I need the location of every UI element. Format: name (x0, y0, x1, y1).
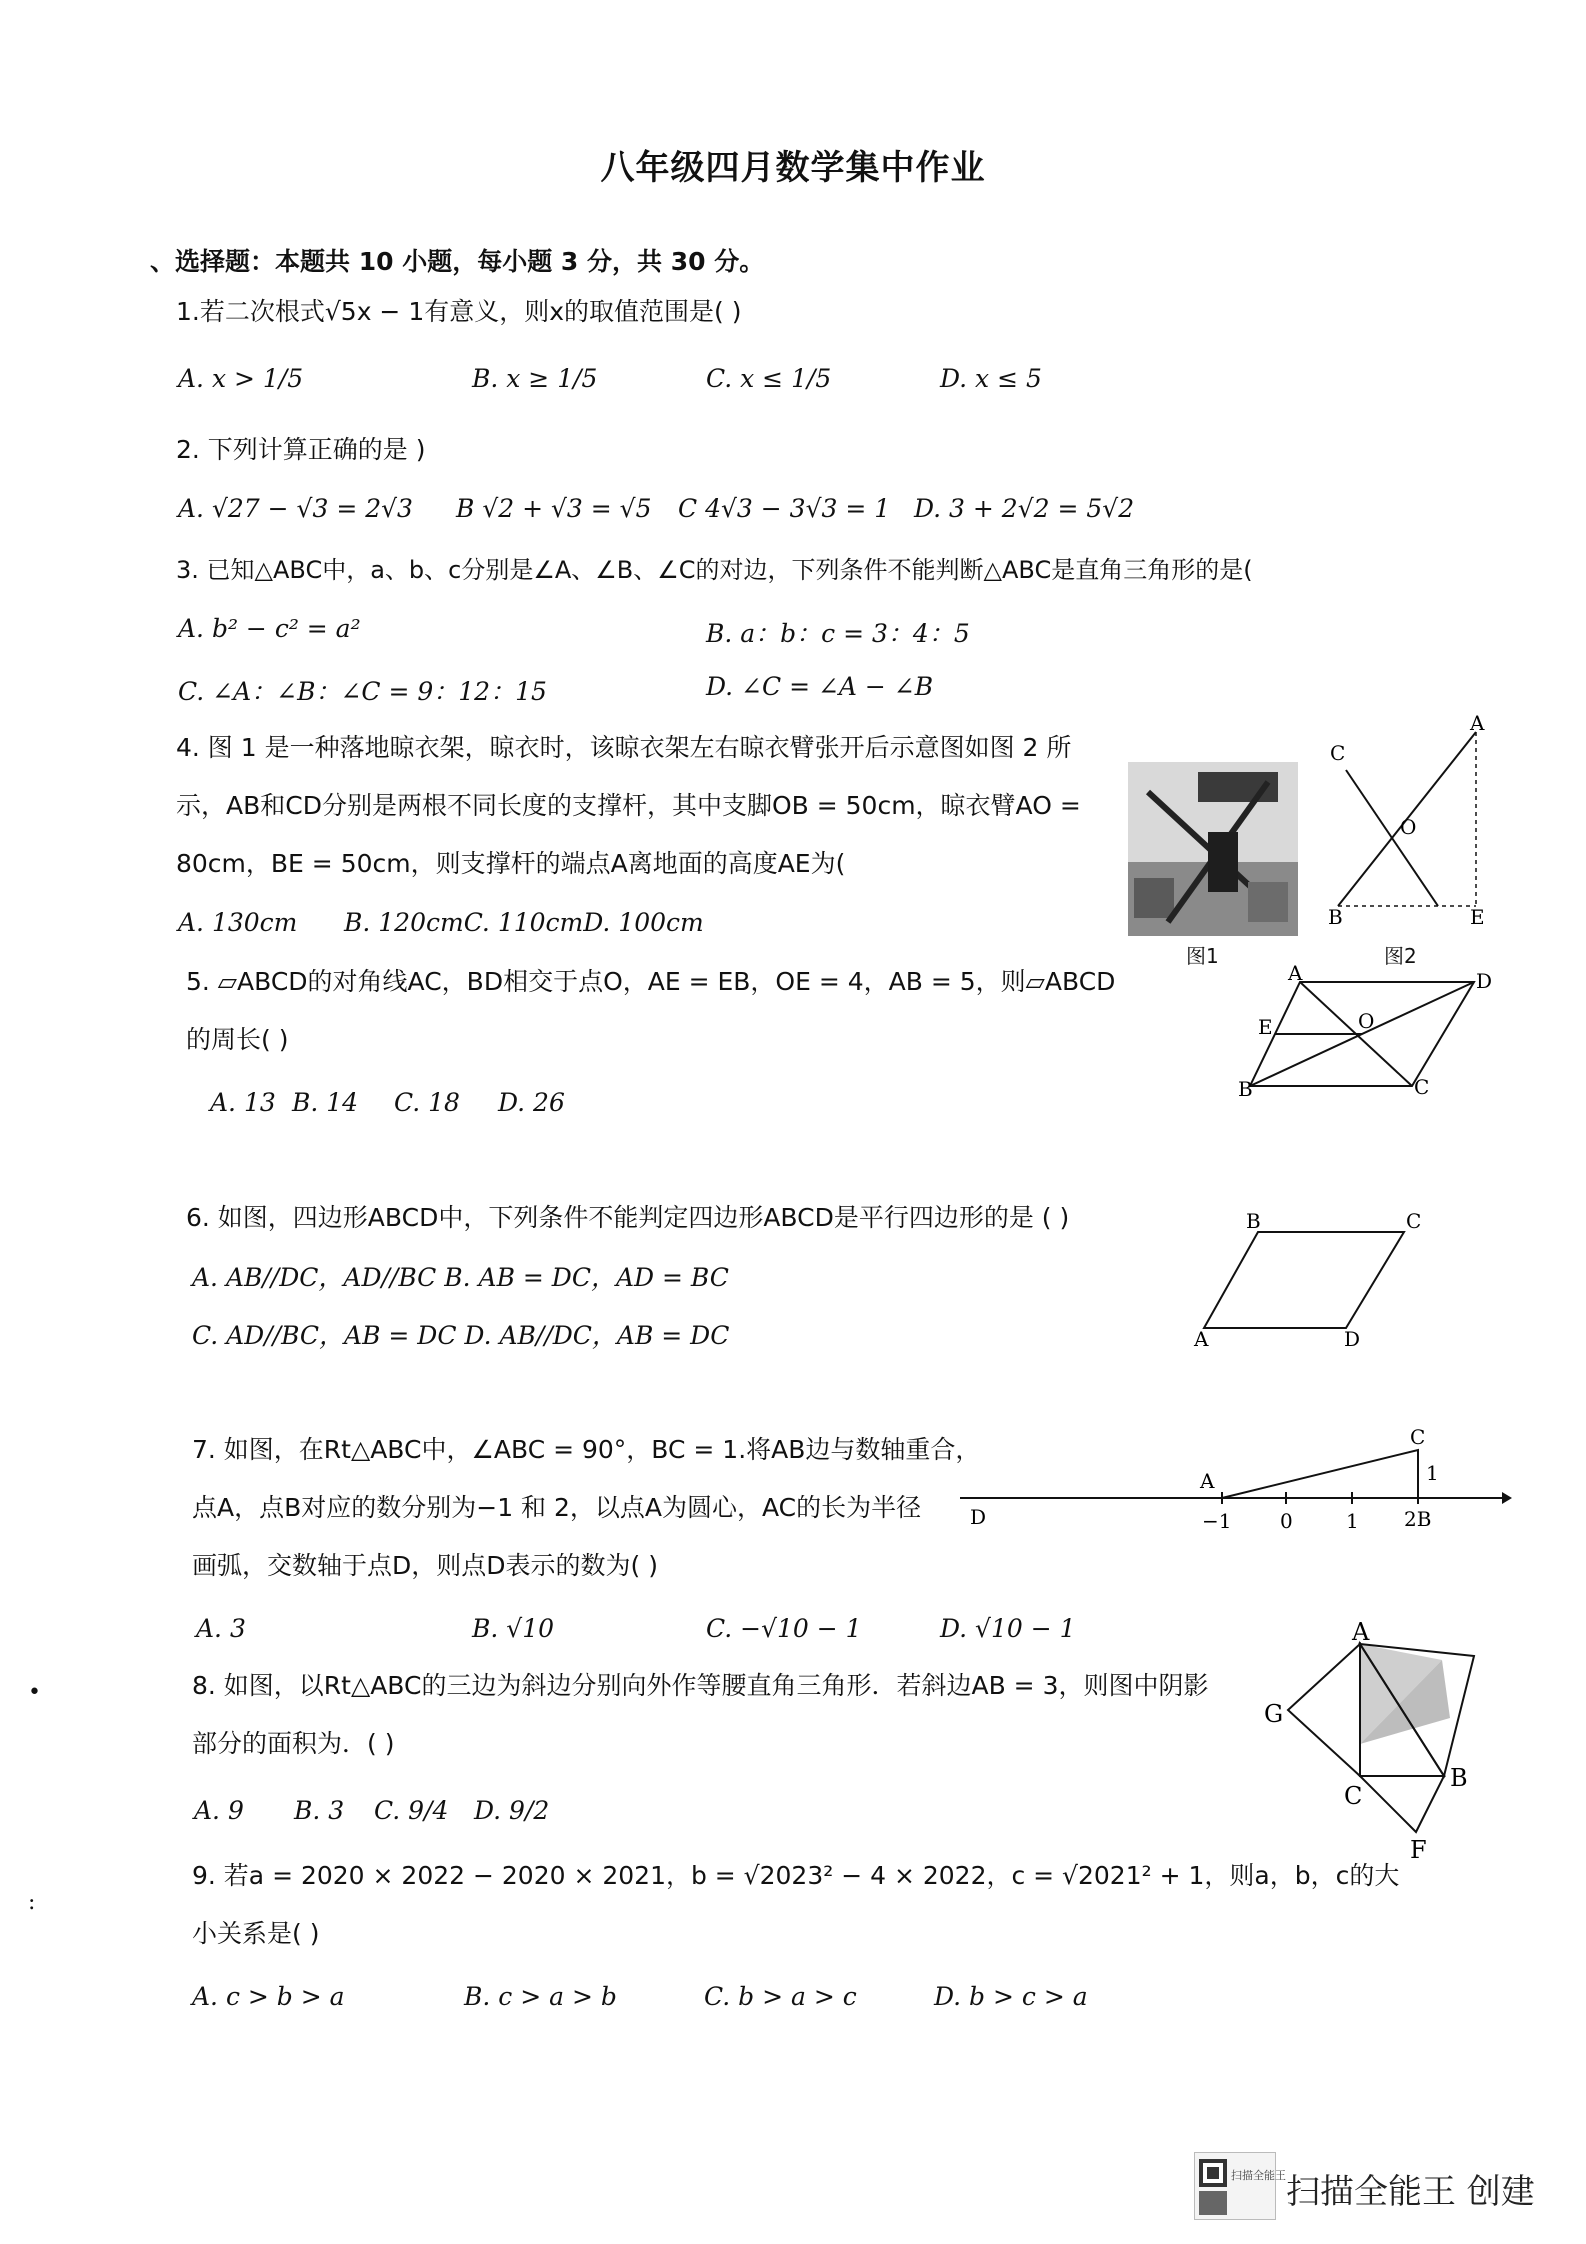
q8-stem-line-2: 部分的面积为．( ) (192, 1729, 395, 1758)
q5-label-o: O (1358, 1009, 1375, 1033)
q4-fig2-diagram (1320, 711, 1490, 929)
q6-quadrilateral-diagram (1194, 1210, 1454, 1350)
q5-label-d: D (1476, 969, 1493, 993)
q7-option-c: C. −√10 − 1 (706, 1614, 862, 1643)
q7-tick-neg1: −1 (1202, 1509, 1232, 1533)
page-title: 八年级四月数学集中作业 (600, 148, 986, 188)
q5-label-e: E (1258, 1015, 1273, 1039)
q4-stem-line-1: 4. 图 1 是一种落地晾衣架，晾衣时，该晾衣架左右晾衣臂张开后示意图如图 2 所 (176, 733, 1072, 762)
q5-stem-line-2: 的周长( ) (186, 1025, 289, 1054)
margin-mark: • (28, 1680, 41, 1705)
q5-label-a: A (1288, 961, 1303, 985)
q6-label-d: D (1344, 1327, 1361, 1351)
q9-option-a: A. c > b > a (192, 1982, 345, 2011)
q6-label-c: C (1406, 1209, 1422, 1233)
q7-option-b: B. √10 (472, 1614, 555, 1643)
q4-stem-line-3: 80cm，BE = 50cm，则支撑杆的端点A离地面的高度AE为( (176, 849, 846, 878)
q4-option-a: A. 130cm (178, 908, 298, 937)
q5-option-c: C. 18 (394, 1088, 460, 1117)
q4-label-b: B (1328, 905, 1343, 929)
q8-stem-line-1: 8. 如图，以Rt△ABC的三边为斜边分别向外作等腰直角三角形．若斜边AB = 3，则图中阴影 (192, 1671, 1209, 1700)
q7-label-c: C (1410, 1425, 1426, 1449)
q6-label-b: B (1246, 1209, 1261, 1233)
q3-option-c: C. ∠A：∠B：∠C = 9：12：15 (178, 677, 547, 706)
q7-option-d: D. √10 − 1 (940, 1614, 1076, 1643)
q6-label-a: A (1194, 1327, 1209, 1351)
q4-fig2-caption: 图2 (1384, 944, 1417, 968)
q8-option-d: D. 9/2 (474, 1796, 550, 1825)
q7-stem-line-2: 点A，点B对应的数分别为−1 和 2，以点A为圆心，AC的长为半径 (192, 1493, 922, 1522)
svg-text:扫描全能王: 扫描全能王 (1231, 2169, 1286, 2182)
q8-label-c: C (1344, 1782, 1363, 1810)
q2-stem: 2. 下列计算正确的是 ) (176, 435, 426, 464)
q4-label-a: A (1470, 711, 1485, 735)
q6-option-ab: A. AB//DC，AD//BC B. AB = DC，AD = BC (192, 1263, 729, 1292)
q1-option-b: B. x ≥ 1/5 (472, 364, 598, 393)
scanner-watermark: 扫描全能王 创建 (1286, 2172, 1535, 2212)
q8-label-g: G (1264, 1700, 1284, 1728)
q8-option-b: B. 3 (294, 1796, 345, 1825)
q3-option-a: A. b² − c² = a² (178, 614, 361, 643)
q7-tick-1: 1 (1346, 1509, 1359, 1533)
q4-option-bcd: B. 120cmC. 110cmD. 100cm (344, 908, 704, 937)
q3-option-d: D. ∠C = ∠A − ∠B (706, 672, 934, 701)
q4-fig1-caption: 图1 (1186, 944, 1219, 968)
q2-option-b: B √2 + √3 = √5 (456, 494, 652, 523)
q8-label-b: B (1450, 1764, 1468, 1792)
q5-label-c: C (1414, 1075, 1430, 1099)
q7-tick-0: 0 (1280, 1509, 1293, 1533)
q8-label-a: A (1352, 1618, 1370, 1646)
q7-label-side: 1 (1426, 1461, 1439, 1485)
q1-option-c: C. x ≤ 1/5 (706, 364, 832, 393)
q3-option-b: B. a：b：c = 3：4：5 (706, 619, 970, 648)
q1-option-a: A. x > 1/5 (178, 364, 304, 393)
q7-tick-2b: 2B (1404, 1507, 1432, 1531)
q4-label-c: C (1330, 741, 1346, 765)
q8-triangle-diagram (1264, 1618, 1494, 1866)
q5-parallelogram-diagram (1238, 961, 1493, 1101)
q5-stem-line-1: 5. ▱ABCD的对角线AC，BD相交于点O，AE = EB，OE = 4，AB = 5，则▱ABCD (186, 967, 1116, 996)
q7-label-a: A (1200, 1469, 1215, 1493)
q1-option-d: D. x ≤ 5 (940, 364, 1042, 393)
q6-option-cd: C. AD//BC，AB = DC D. AB//DC，AB = DC (192, 1321, 730, 1350)
q4-stem-line-2: 示，AB和CD分别是两根不同长度的支撑杆，其中支脚OB = 50cm，晾衣臂AO = (176, 791, 1081, 820)
q7-label-d: D (970, 1505, 987, 1529)
q5-option-b: B. 14 (292, 1088, 359, 1117)
q6-stem: 6. 如图，四边形ABCD中，下列条件不能判定四边形ABCD是平行四边形的是 ( ) (186, 1203, 1070, 1232)
q2-option-c: C 4√3 − 3√3 = 1 (678, 494, 891, 523)
q2-option-a: A. √27 − √3 = 2√3 (178, 494, 413, 523)
margin-mark: : (28, 1890, 36, 1915)
q7-stem-line-1: 7. 如图，在Rt△ABC中，∠ABC = 90°，BC = 1.将AB边与数轴重合， (192, 1435, 981, 1464)
q9-stem-line-2: 小关系是( ) (192, 1919, 320, 1948)
q5-option-d: D. 26 (498, 1088, 565, 1117)
q8-option-c: C. 9/4 (374, 1796, 449, 1825)
q8-label-f: F (1410, 1836, 1427, 1864)
q7-stem-line-3: 画弧，交数轴于点D，则点D表示的数为( ) (192, 1551, 658, 1580)
q5-option-a: A. 13 (210, 1088, 276, 1117)
q5-label-b: B (1238, 1077, 1253, 1101)
q8-option-a: A. 9 (194, 1796, 244, 1825)
q4-label-o: O (1400, 815, 1417, 839)
q9-option-c: C. b > a > c (704, 1982, 857, 2011)
q3-stem: 3. 已知△ABC中，a、b、c分别是∠A、∠B、∠C的对边，下列条件不能判断△ABC是直角三角形的是( (176, 556, 1253, 584)
q4-label-e: E (1470, 905, 1485, 929)
q9-stem-line-1: 9. 若a = 2020 × 2022 − 2020 × 2021，b = √2023² − 4 × 2022，c = √2021² + 1，则a，b，c的大 (192, 1861, 1400, 1890)
q9-option-d: D. b > c > a (934, 1982, 1088, 2011)
scanner-logo (1194, 2152, 1286, 2220)
q1-stem: 1.若二次根式√5x − 1有意义，则x的取值范围是( ) (176, 297, 742, 326)
section-heading: 、选择题：本题共 10 小题，每小题 3 分，共 30 分。 (150, 247, 765, 276)
q2-option-d: D. 3 + 2√2 = 5√2 (914, 494, 1135, 523)
q7-number-line-diagram (950, 1420, 1510, 1540)
q7-option-a: A. 3 (196, 1614, 246, 1643)
q4-fig1-photo (1128, 762, 1298, 936)
q9-option-b: B. c > a > b (464, 1982, 617, 2011)
